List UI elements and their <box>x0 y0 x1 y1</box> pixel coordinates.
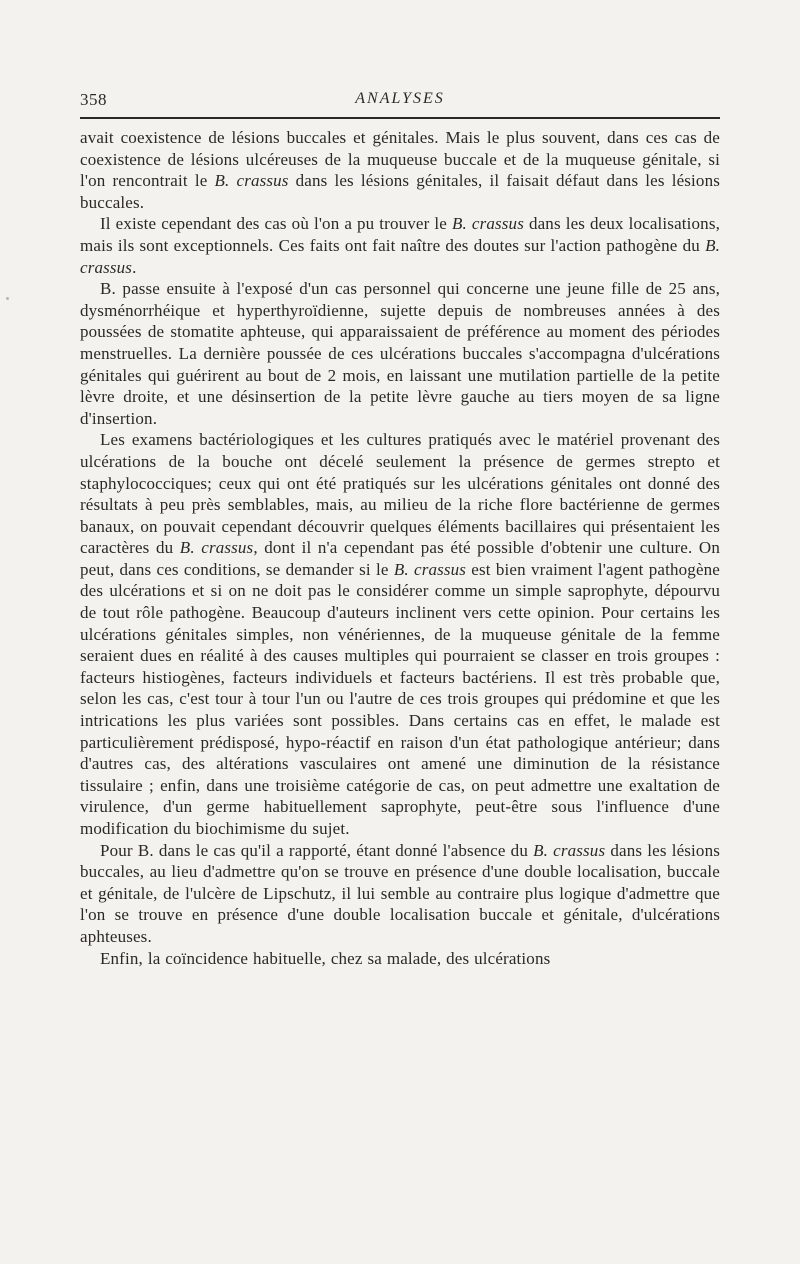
italic-term: B. crassus <box>451 214 524 234</box>
running-head <box>80 90 720 114</box>
paragraph <box>80 840 720 948</box>
header-rule <box>80 117 720 119</box>
text-run: Pour B. dans le cas qu'il a rapporté, étant donné l'absence du <box>100 840 534 860</box>
text-run: Il existe cependant des cas où l'on a pu trouver le <box>100 214 452 234</box>
text-run: Enfin, la coïncidence habituelle, chez sa malade, des ulcérations <box>100 948 551 968</box>
italic-term: B. crassus <box>214 171 289 191</box>
text-run: avait coexistence de lésions buccales et génitales. Mais le plus souvent, dans ces cas de coexistence de lésions ulcéreuses de la muqueuse buccale et de la muqueuse génitale, si l'on rencontrait le <box>80 128 720 191</box>
italic-term: B. crassus <box>80 235 720 277</box>
running-head-title: ANALYSES <box>355 90 445 107</box>
text-run: dans les lésions génitales, il faisait défaut dans les lésions buccales. <box>80 171 720 212</box>
page-number: 358 <box>80 90 107 109</box>
italic-term: B. crassus <box>393 559 467 579</box>
text-run: , dont il n'a cependant pas été possible d'obtenir une culture. On peut, dans ces conditions, se demander si le <box>80 538 720 579</box>
italic-term: B. crassus <box>179 538 254 558</box>
paragraph <box>80 127 720 213</box>
scan-speck <box>6 297 9 300</box>
text-run: Les examens bactériologiques et les cultures pratiqués avec le matériel provenant des ulcérations de la bouche ont décelé seulement la présence de germes strepto et staphylococciques; ceux qui ont été pratiqués sur les ulcérations génitales ont donné des résultats à peu près semblables, mais, au milieu de la riche flore bactérienne de germes banaux, on pouvait cependant découvrir quelques éléments bacillaires qui présentaient les caractères du <box>80 430 720 558</box>
text-run: dans les lésions buccales, au lieu d'admettre qu'on se trouve en présence d'une double localisation, buccale et génitale, de l'ulcère de Lipschutz, il lui semble au contraire plus logique d'admettre que l'on se trouve en présence d'une double localisation buccale et génitale, d'ulcérations aphteuses. <box>80 840 720 946</box>
text-run: B. passe ensuite à l'exposé d'un cas personnel qui concerne une jeune fille de 25 ans, dysménorrhéique et hyperthyroïdienne, sujette depuis de nombreuses années à des poussées de stomatite aphteuse, qui apparaissaient de préférence au moment des périodes menstruelles. La dernière poussée de ces ulcérations buccales s'accompagna d'ulcérations génitales qui guérirent au bout de 2 mois, en laissant une mutilation partielle de la petite lèvre droite, et une désinsertion de la petite lèvre gauche au tiers moyen de sa ligne d'insertion. <box>80 279 720 428</box>
paragraph <box>80 429 720 839</box>
text-run: . <box>132 257 137 277</box>
article-body <box>80 127 720 969</box>
paragraph <box>80 948 720 970</box>
paragraph <box>80 213 720 278</box>
text-run: dans les deux localisations, mais ils sont exceptionnels. Ces faits ont fait naître des doutes sur l'action pathogène du <box>80 214 720 255</box>
italic-term: B. crassus <box>533 840 606 860</box>
paragraph <box>80 278 720 429</box>
text-run: est bien vraiment l'agent pathogène des ulcérations et si on ne doit pas le considérer comme un simple saprophyte, dépourvu de tout rôle pathogène. Beaucoup d'auteurs inclinent vers cette opinion. Pour certains les ulcérations génitales simples, non vénériennes, de la muqueuse génitale de la femme seraient dues en réalité à des causes multiples qui pourraient se classer en trois groupes : facteurs histiogènes, facteurs individuels et facteurs bactériens. Il est très probable que, selon les cas, c'est tour à tour l'un ou l'autre de ces trois groupes qui prédomine et que les intrications les plus variées sont possibles. Dans certains cas en effet, le malade est particulièrement prédisposé, hypo-réactif en raison d'un état pathologique antérieur; dans d'autres cas, des altérations vasculaires ont amené une diminution de la résistance tissulaire ; enfin, dans une troisième catégorie de cas, on peut admettre une exaltation de virulence, d'un germe habituellement saprophyte, peut-être sous l'influence d'une modification du biochimisme du sujet. <box>80 559 720 838</box>
